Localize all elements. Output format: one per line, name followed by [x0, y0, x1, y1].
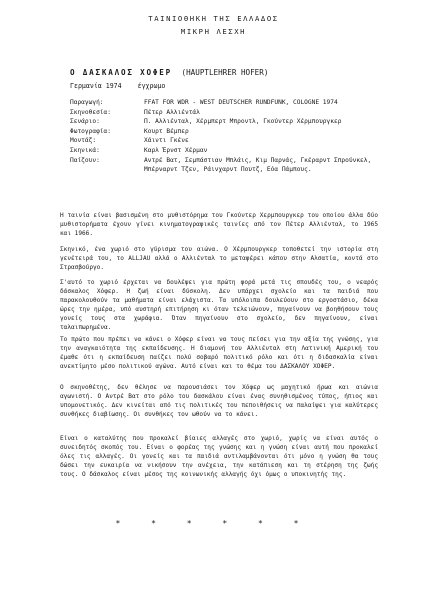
archive-name: ΤΑΙΝΙΟΘΗΚΗ ΤΗΣ ΕΛΛΑΔΟΣ — [148, 14, 279, 23]
credit-row-editing — [70, 136, 371, 146]
credit-value: Πέτερ Αλλιέντάλ — [144, 108, 200, 116]
club-name: ΜΙΚΡΗ ΛΕΣΧΗ — [180, 27, 247, 36]
credit-value: Κουρτ Βέμπερ — [144, 127, 189, 135]
credit-label: Σκηνοθεσία: — [70, 108, 111, 116]
credit-value: Χάιντι Γκένε — [144, 137, 189, 145]
film-title: Ο ΔΑΣΚΑΛΟΣ ΧΟΦΕΡ — [70, 68, 172, 77]
paragraph-conclusion: Είναι ο καταλύτης που προκαλεί βίαιες αλλαγές στο χωριό, χωρίς να είναι αυτός ο συνειδητός σκοπός του. Είναι ο φορέας της γνώσης και η γνώση είναι αυτή που προκαλεί όλες τις αλλαγές. Οι γονείς και τα παιδιά αντιλαμβάνονται ότι μόνο η γνώση θα τους δώσει την ευκαιρία να νικήσουν την ανέχεια, την κατάπιεση και τη στέρηση της ζωής τους. Ο δάσκαλος είναι μέσος της κοινωνικής αλλαγής όχι όμως ο υποκινητής της. — [60, 435, 378, 478]
credit-value: Αντρέ Βατ, Σεμπάστιαν Μπλάις, Κιμ Παρνάς, Γκέραρντ Σπρούνκελ, — [144, 156, 372, 164]
film-original-title: (HAUPTLEHRER HOFER) — [181, 68, 269, 77]
paragraph-plot: Σ'αυτό το χωριό έρχεται να δουλέψει για πρώτη φορά μετά τις σπουδές του, ο νεαρός δάσκαλος Χόφερ. Η ζωή είναι δύσκολη. Δεν υπάρχει σχολείο και τα παιδιά που παρακολουθούν τα μαθήματα είναι ελάχιστα. Τα υπόλοιπα δουλεύουν στο εργοστάσιο, δέκα ώρες την ημέρα, υπό αυστηρή επιτήρηση κι όταν τελειώνουν, πηγαίνουν να βοηθήσουν τους γονείς τους στα χωράφια. Όταν πηγαίνουν στο σχολείο, δεν πηγαίνουν, είναι ταλαιπωρημένα. — [60, 279, 378, 331]
paragraph-director-intent: Ο σκηνοθέτης, δεν θέλησε να παρουσιάσει τον Χόφερ ως μαχητικό ήρωα και αιώνια αγωνιστή. Ο Αντρέ Βατ στο ρόλο του δασκάλου είναι ένας συνηθισμένος τύπος, ήπιος και υπομονετικός. Δεν κινείται από τις πολιτικές του πεποιθήσεις να παλαίψει για καλύτερες συνθήκες διαβίωσης. Οι συνθήκες τον ωθούν να το κάνει. — [60, 384, 378, 418]
credit-label — [70, 165, 144, 175]
paragraph-source-novel: Η ταινία είναι βασισμένη στο μυθιστόρημα του Γκούντερ Χερμπουργκερ του οποίου άλλα δύο μυθιστορήματα έχουν γίνει κινηματογραφικές ταινίες από τον Πέτερ Αλλιένταλ, το 1965 και 1966. — [60, 212, 378, 237]
credit-label: Σκηνικά: — [70, 146, 100, 154]
credit-label: Σενάριο: — [70, 118, 100, 126]
credit-value: Π. Αλλιένταλ, Χέρμπερτ Μπροντλ, Γκούντερ Χέρμπουργκερ — [144, 118, 342, 126]
color-format: έγχρωμο — [137, 82, 166, 90]
credit-row-cast-continued — [70, 165, 371, 175]
credit-row-production — [70, 98, 371, 108]
credit-label: Παραγωγή: — [70, 99, 104, 106]
credit-row-screenplay — [70, 117, 371, 127]
credit-row-direction — [70, 108, 371, 118]
film-meta-row — [70, 82, 165, 90]
credit-value: Καρλ Έρνστ Χέρμαν — [144, 146, 208, 154]
credit-label: Παίζουν: — [70, 156, 100, 164]
credit-row-sets — [70, 146, 371, 156]
credit-label: Φωτογραφία: — [70, 127, 111, 135]
footer-stars: * * * * * * — [115, 519, 312, 528]
film-title-row — [70, 68, 268, 77]
credit-value: FFAT FOR WDR - WEST DEUTSCHER RUNDFUNK, COLOGNE 1974 — [144, 99, 338, 106]
credits-list — [70, 98, 371, 175]
paragraph-theme: Το πρώτο που πρέπει να κάνει ο Χόφερ είναι να τους πείσει για την αξία της γνώσης, για την αναγκαιότητα της εκπαίδευσης. Η διαμονή του Αλλιένταλ στη Λατινική Αμερική του έμαθε ότι η εκπαίδευση παίζει πολύ σοβαρό πολιτικό ρόλο και ότι η διδασκαλία είναι ανεκτίμητο μέσο πολιτικού αγώνα. Αυτό είναι και το θέμα του ΔΑΣΚΑΛΟΥ ΧΟΦΕΡ. — [60, 336, 378, 370]
credit-label: Μοντάζ: — [70, 137, 97, 145]
credit-row-cast — [70, 156, 371, 166]
paragraph-setting: Σκηνικό, ένα χωριό στο γύρισμα του αιώνα. Ο Χέρμπουργκερ τοποθετεί την ιστορία στη γενέτειρά του, το ALLJAU αλλά ο Αλλιένταλ το μεταφέρει κάπου στην Αλσατία, κοντά στο Στρασβούργο. — [60, 246, 378, 271]
credit-row-photography — [70, 127, 371, 137]
credit-value: Μπέρναρντ Τζεν, Ράινχαρντ Πουτζ, Εόα Πάμπους. — [144, 166, 312, 174]
country-year: Γερμανία 1974 — [70, 82, 122, 90]
